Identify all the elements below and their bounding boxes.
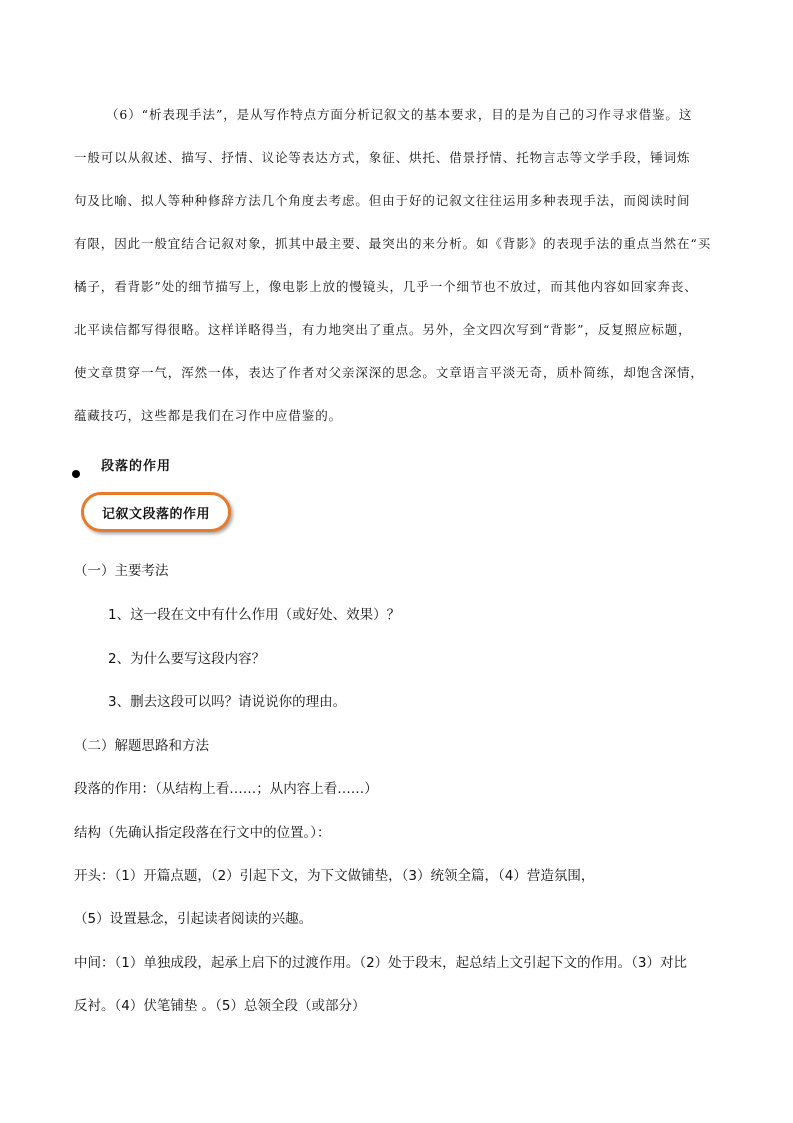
method-line: 结构（先确认指定段落在行文中的位置。）：	[74, 825, 331, 841]
method-line: 反衬。（4）伏笔铺垫 。（5）总领全段（或部分）	[74, 998, 366, 1014]
method-line: 开头：（1）开篇点题，（2）引起下文，为下文做铺垫，（3）统领全篇，（4）营造氛围，	[74, 868, 595, 884]
method-line: （5）设置悬念，引起读者阅读的兴趣。	[74, 911, 313, 927]
section-badge-label: 记叙文段落的作用	[101, 506, 210, 522]
paragraph-line: 句及比喻、拟人等种种修辞方法几个角度去考虑。但由于好的记叙文往往运用多种表现手法，而阅读时间	[74, 193, 691, 208]
paragraph-line: 蕴藏技巧，这些都是我们在习作中应借鉴的。	[74, 408, 343, 423]
paragraph-line: 有限，因此一般宜结合记叙对象，抓其中最主要、最突出的来分析。如《背影》的表现手法的重点当然在“买	[74, 236, 712, 251]
paragraph-line: 使文章贯穿一气，浑然一体，表达了作者对父亲深深的思念。文章语言平淡无奇，质朴简练，却饱含深情，	[74, 365, 704, 380]
paragraph-line: 北平读信都写得很略。这样详略得当，有力地突出了重点。另外，全文四次写到“背影”，反复照应标题，	[74, 322, 692, 337]
method-line: 中间：（1）单独成段，起承上启下的过渡作用。（2）处于段末，起总结上文引起下文的作用。（3）对比	[74, 955, 688, 971]
question-item: 3、删去这段可以吗？请说说你的理由。	[108, 694, 347, 710]
section-heading-approach: （二）解题思路和方法	[74, 738, 209, 754]
method-line: 段落的作用：（从结构上看……；从内容上看……）	[74, 781, 378, 797]
bullet-heading: 段落的作用	[101, 459, 172, 474]
question-item: 2、为什么要写这段内容？	[108, 651, 266, 667]
section-badge	[81, 492, 231, 532]
paragraph-line: 一般可以从叙述、描写、抒情、议论等表达方式，象征、烘托、借景抒情、托物言志等文学手段，锤词炼	[74, 150, 691, 165]
paragraph-line: （6）“析表现手法”，是从写作特点方面分析记叙文的基本要求，目的是为自己的习作寻求借鉴。这	[106, 107, 693, 122]
paragraph-line: 橘子，看背影”处的细节描写上，像电影上放的慢镜头，几乎一个细节也不放过，而其他内容如回家奔丧、	[74, 279, 698, 294]
question-item: 1、这一段在文中有什么作用（或好处、效果）？	[108, 607, 401, 623]
section-heading-main-methods: （一）主要考法	[74, 563, 169, 579]
bullet-dot-icon	[72, 470, 80, 478]
